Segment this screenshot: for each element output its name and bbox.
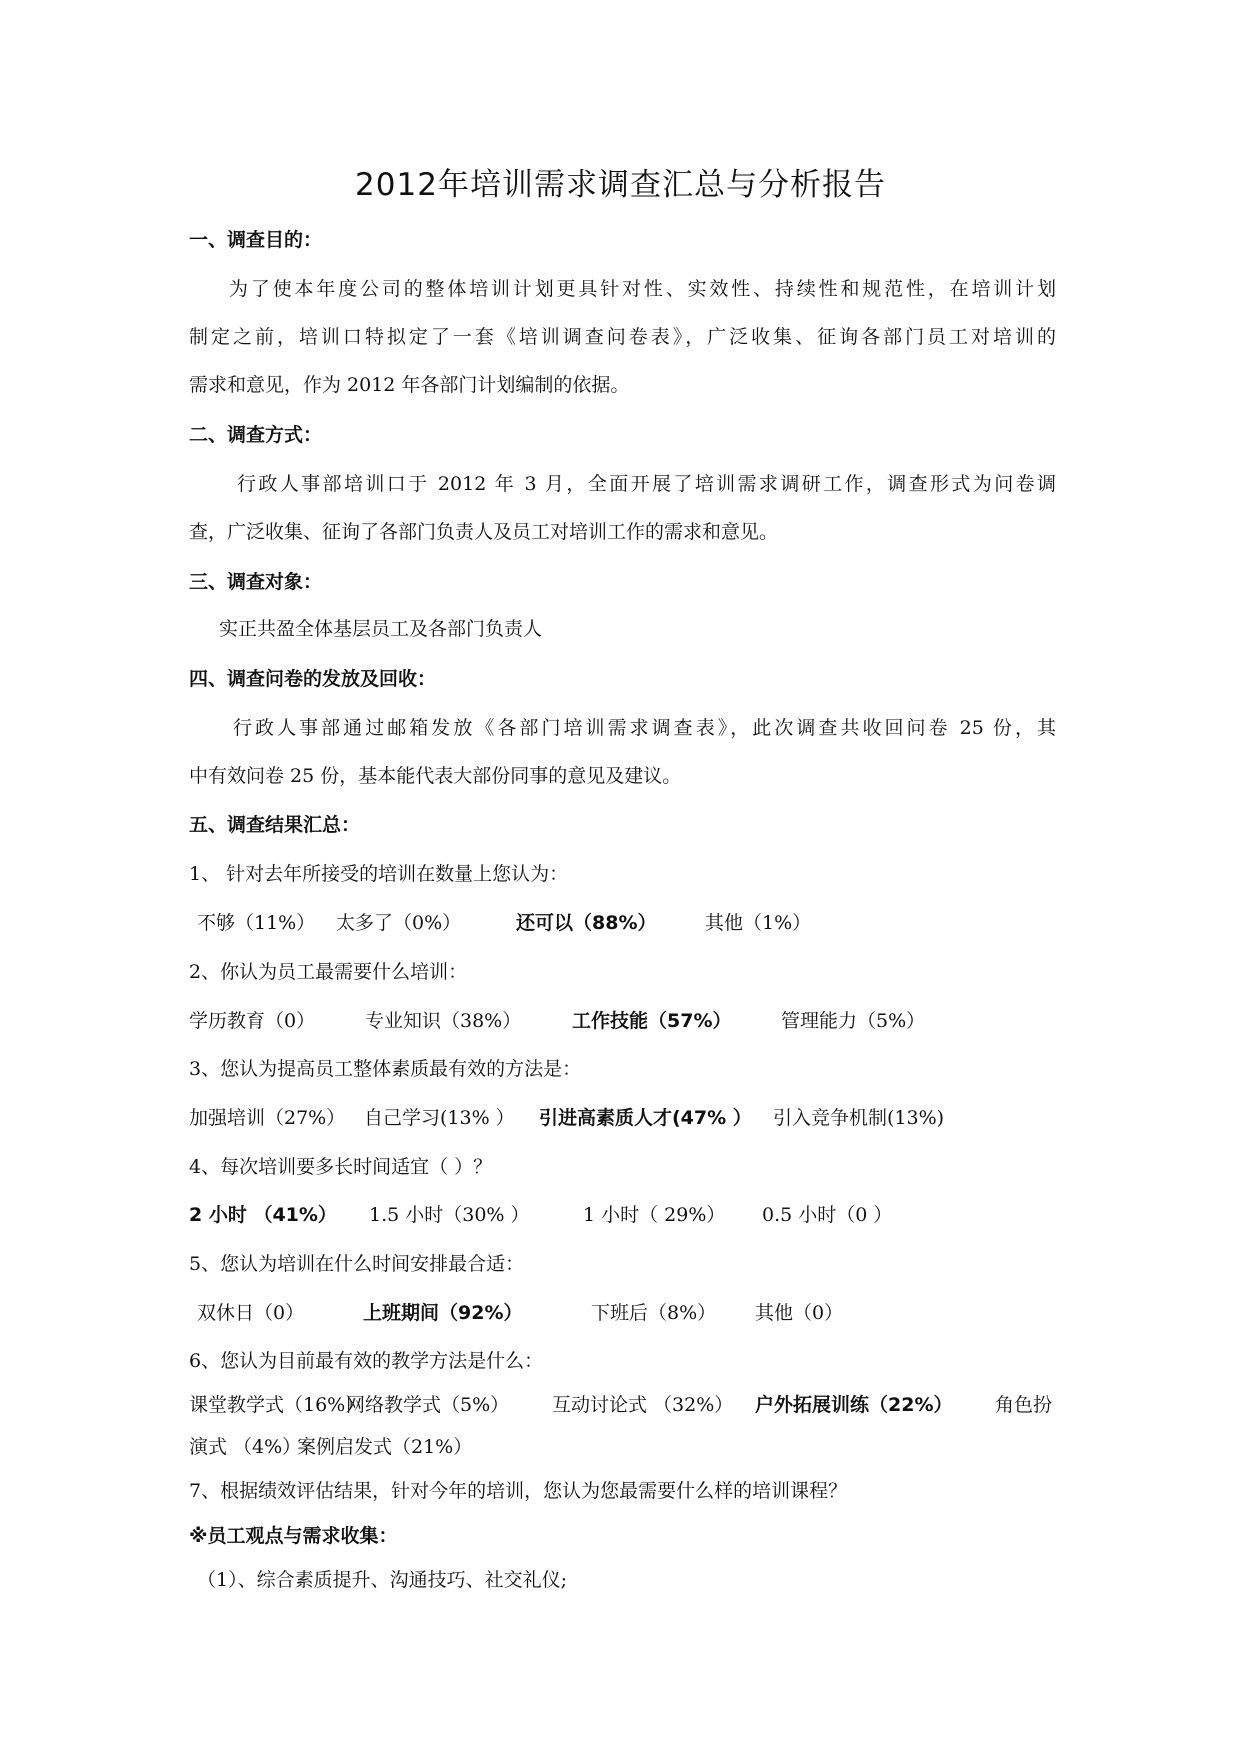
feedback-item: （1）、综合素质提升、沟通技巧、社交礼仪;: [197, 1569, 567, 1591]
paragraph-line: 实正共盈全体基层员工及各部门负责人: [219, 618, 543, 640]
answer-option-top: 还可以（88%）: [516, 912, 657, 934]
answer-option: 角色扮: [995, 1394, 1053, 1416]
answer-option-top: 上班期间（92%）: [363, 1302, 523, 1324]
answer-option: 加强培训（27%）: [189, 1107, 346, 1129]
answer-option: 双休日（0）: [197, 1302, 305, 1324]
section-heading-results: 五、调查结果汇总：: [189, 814, 361, 836]
paragraph-line: 需求和意见，作为 2012 年各部门计划编制的依据。: [189, 374, 630, 396]
answer-option: 互动讨论式 （32%）: [552, 1394, 734, 1416]
answer-option: 太多了（0%）: [336, 912, 462, 934]
answer-option: 演式 （4%）: [189, 1436, 302, 1458]
answer-option: 管理能力（5%）: [781, 1010, 926, 1032]
paragraph-line: 制定之前，培训口特拟定了一套《培训调查问卷表》，广泛收集、征询各部门员工对培训的: [189, 326, 1056, 348]
answer-option: 0.5 小时（0 ）: [762, 1204, 893, 1226]
question-3: 3、您认为提高员工整体素质最有效的方法是：: [189, 1058, 582, 1080]
answer-option-top: 工作技能（57%）: [572, 1010, 732, 1032]
question-7: 7、根据绩效评估结果，针对今年的培训，您认为您最需要什么样的培训课程？: [189, 1480, 848, 1502]
answer-option: 引入竞争机制(13%): [773, 1107, 945, 1129]
answer-option: 不够（11%）: [197, 912, 316, 934]
paragraph-line: 行政人事部培训口于 2012 年 3 月，全面开展了培训需求调研工作，调查形式为问卷调: [237, 473, 1056, 495]
paragraph-line: 查，广泛收集、征询了各部门负责人及员工对培训工作的需求和意见。: [189, 521, 779, 543]
answer-option: 1.5 小时（30% ）: [369, 1204, 530, 1226]
answer-option: 1 小时（ 29%）: [583, 1204, 726, 1226]
paragraph-line: 为了使本年度公司的整体培训计划更具针对性、实效性、持续性和规范性，在培训计划: [229, 278, 1056, 300]
answer-option-top: 引进高素质人才(47% ）: [539, 1107, 752, 1129]
answer-option: 课堂教学式（16%）: [189, 1394, 365, 1416]
answer-option: 其他（1%）: [705, 912, 812, 934]
answer-option: 学历教育（0）: [189, 1010, 316, 1032]
paragraph-line: 中有效问卷 25 份，基本能代表大部份同事的意见及建议。: [189, 765, 682, 787]
section-heading-subjects: 三、调查对象：: [189, 571, 323, 593]
section-heading-method: 二、调查方式：: [189, 424, 323, 446]
feedback-heading: ※员工观点与需求收集：: [189, 1525, 398, 1547]
question-2: 2、你认为员工最需要什么培训：: [189, 961, 468, 983]
question-4: 4、每次培训要多长时间适宜（ ）？: [189, 1156, 493, 1178]
answer-option: 案例启发式（21%）: [297, 1436, 473, 1458]
question-6: 6、您认为目前最有效的教学方法是什么：: [189, 1350, 544, 1372]
answer-option: 自己学习(13% ）: [364, 1107, 515, 1129]
paragraph-line: 行政人事部通过邮箱发放《各部门培训需求调查表》，此次调查共收回问卷 25 份，其: [233, 717, 1056, 739]
answer-option: 网络教学式（5%）: [346, 1394, 510, 1416]
question-1: 1、 针对去年所接受的培训在数量上您认为：: [189, 863, 569, 885]
section-heading-distribution: 四、调查问卷的发放及回收：: [189, 668, 437, 690]
answer-option: 下班后（8%）: [591, 1302, 717, 1324]
page-title: 2012年培训需求调查汇总与分析报告: [355, 167, 886, 203]
answer-option-top: 户外拓展训练（22%）: [755, 1394, 953, 1416]
section-heading-purpose: 一、调查目的：: [189, 229, 323, 251]
question-5: 5、您认为培训在什么时间安排最合适：: [189, 1253, 525, 1275]
answer-option-top: 2 小时 （41%）: [189, 1204, 337, 1226]
answer-option: 其他（0）: [755, 1302, 844, 1324]
answer-option: 专业知识（38%）: [365, 1010, 522, 1032]
